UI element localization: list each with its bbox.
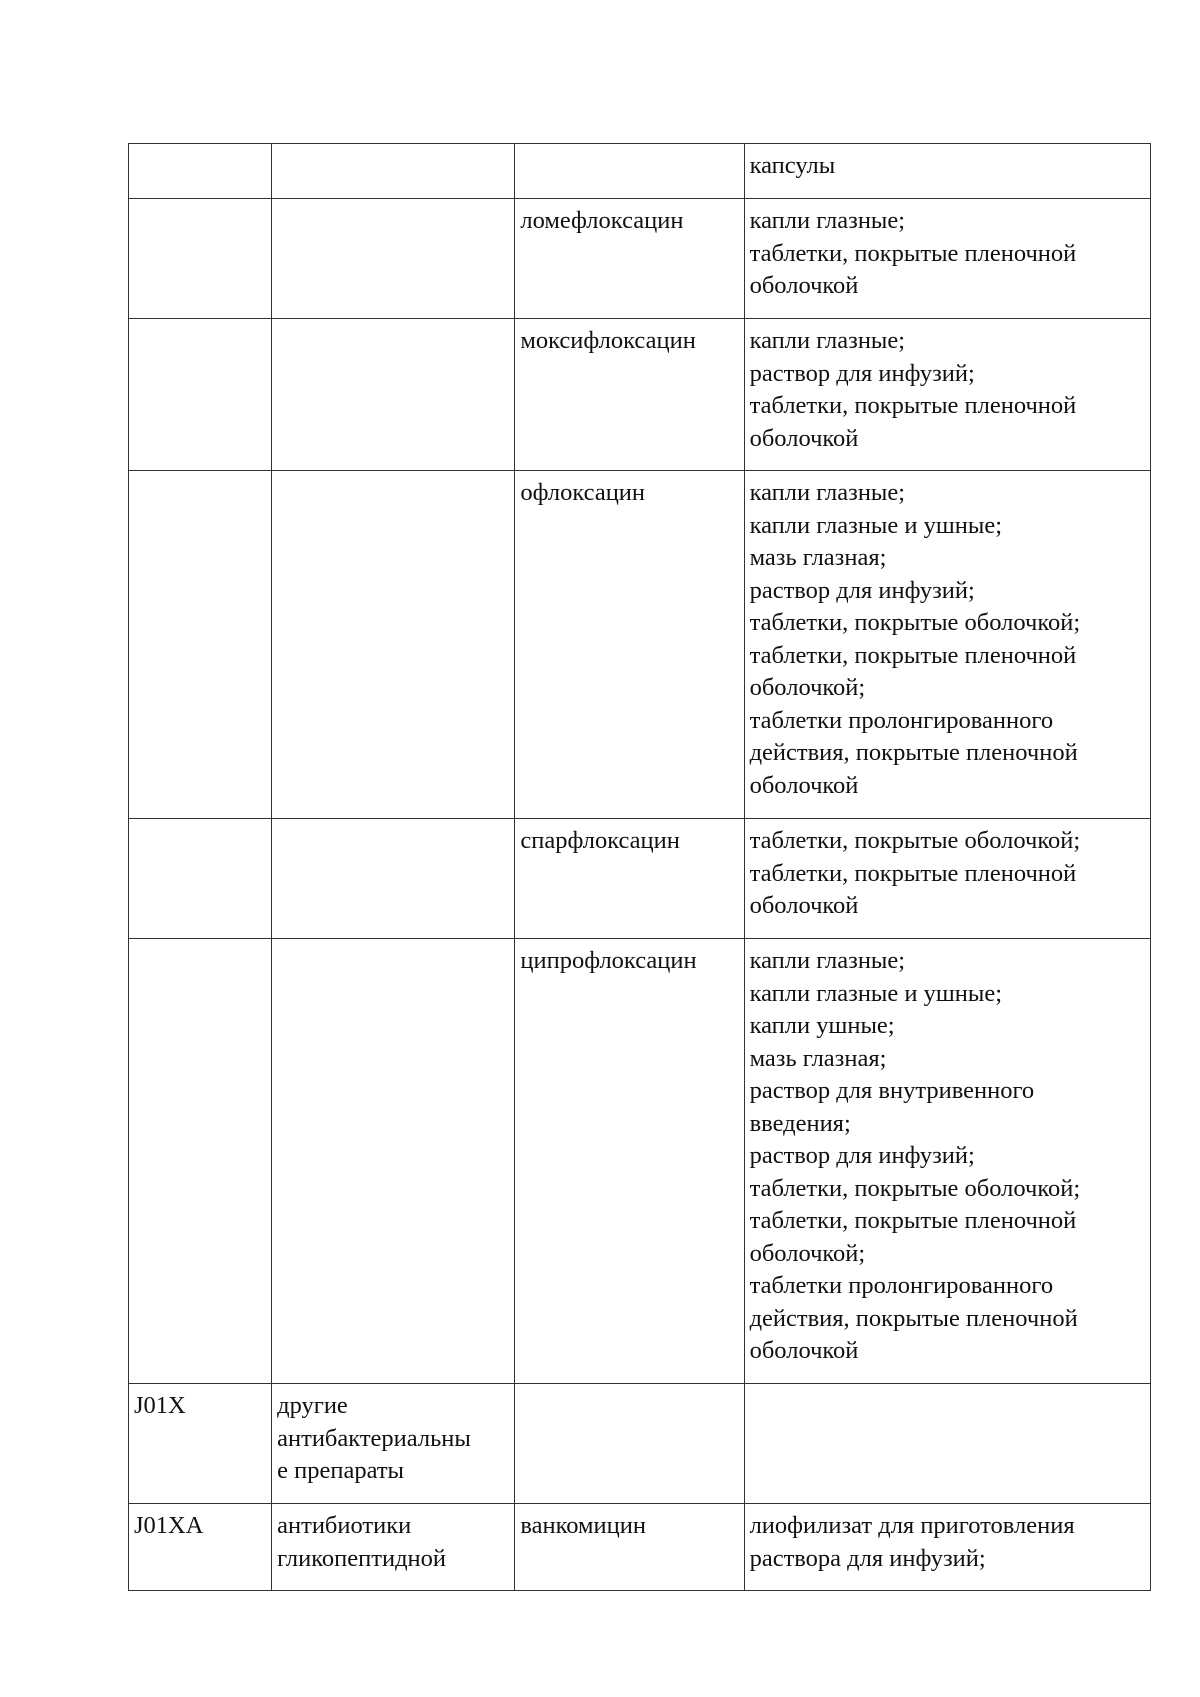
atc-code-cell (129, 144, 272, 199)
dosage-form-line: оболочкой (749, 1337, 859, 1364)
dosage-forms-cell (744, 144, 1150, 199)
dosage-form-line: лиофилизат для приготовления (749, 1512, 1075, 1539)
drug-name-cell: ломефлоксацин (515, 199, 744, 319)
drug-name-cell: спарфлоксацин (515, 819, 744, 939)
dosage-form-line: таблетки, покрытые пленочной (749, 1207, 1077, 1234)
group-name-line: гликопептидной (277, 1544, 447, 1572)
dosage-form-line: таблетки пролонгированного (749, 706, 1054, 734)
dosage-form-line: таблетки, покрытые пленочной (749, 239, 1077, 267)
drug-name-cell: офлоксацин (515, 471, 744, 819)
dosage-form-line: капли глазные и ушные; (749, 511, 1002, 539)
dosage-form-line: мазь глазная; (749, 544, 887, 571)
table-row (129, 819, 1151, 939)
dosage-forms-cell (744, 199, 1150, 319)
group-name-cell (272, 471, 515, 819)
dosage-forms-cell (744, 819, 1150, 939)
dosage-forms-cell (744, 319, 1150, 471)
drug-name-cell (515, 144, 744, 199)
group-name-cell (272, 144, 515, 199)
group-name-cell (272, 1504, 515, 1591)
dosage-forms-cell (744, 471, 1150, 819)
dosage-form-line: введения; (749, 1109, 851, 1137)
group-name-line: другие (277, 1392, 348, 1419)
atc-code-cell: J01X (129, 1384, 272, 1504)
group-name-cell (272, 939, 515, 1384)
atc-code-cell (129, 199, 272, 319)
dosage-form-line: таблетки, покрытые оболочкой; (749, 609, 1081, 636)
table-row (129, 1504, 1151, 1591)
dosage-form-line: капли глазные; (749, 947, 906, 974)
dosage-form-line: оболочкой; (749, 1239, 866, 1267)
drug-name-cell: ванкомицин (515, 1504, 744, 1591)
dosage-form-line: таблетки пролонгированного (749, 1272, 1054, 1299)
drug-name-cell: моксифлоксацин (515, 319, 744, 471)
dosage-form-line: капли глазные и ушные; (749, 979, 1002, 1007)
atc-code-cell (129, 939, 272, 1384)
atc-code-cell: J01XA (129, 1504, 272, 1591)
group-name-line: антибактериальны (277, 1424, 471, 1452)
dosage-form-line: действия, покрытые пленочной (749, 739, 1078, 766)
dosage-form-line: таблетки, покрытые оболочкой; (749, 1174, 1081, 1202)
dosage-form-line: оболочкой (749, 892, 859, 919)
dosage-form-line: раствор для инфузий; (749, 576, 975, 604)
dosage-form-line: оболочкой (749, 424, 859, 452)
group-name-line: антибиотики (277, 1512, 412, 1539)
table-row (129, 144, 1151, 199)
dosage-form-line: действия, покрытые пленочной (749, 1304, 1078, 1332)
dosage-form-line: мазь глазная; (749, 1044, 887, 1072)
drug-table (128, 143, 1151, 1591)
dosage-forms-cell (744, 1384, 1150, 1504)
table-row (129, 939, 1151, 1384)
dosage-form-line: оболочкой (749, 272, 859, 299)
atc-code-cell (129, 319, 272, 471)
dosage-form-line: капли ушные; (749, 1012, 895, 1039)
dosage-forms-cell (744, 1504, 1150, 1591)
dosage-form-line: капли глазные; (749, 207, 906, 234)
table-row (129, 199, 1151, 319)
drug-name-cell: ципрофлоксацин (515, 939, 744, 1384)
dosage-form-line: капли глазные; (749, 327, 906, 354)
drug-name-cell (515, 1384, 744, 1504)
dosage-form-line: раствора для инфузий; (749, 1544, 986, 1572)
dosage-form-line: таблетки, покрытые оболочкой; (749, 827, 1081, 854)
group-name-line: е препараты (277, 1457, 405, 1484)
dosage-form-line: таблетки, покрытые пленочной (749, 392, 1077, 419)
group-name-cell (272, 199, 515, 319)
dosage-forms-cell (744, 939, 1150, 1384)
group-name-cell (272, 819, 515, 939)
dosage-form-line: раствор для инфузий; (749, 1142, 975, 1169)
group-name-cell (272, 319, 515, 471)
dosage-form-line: раствор для внутривенного (749, 1077, 1035, 1104)
dosage-form-line: капли глазные; (749, 479, 906, 506)
dosage-form-line: таблетки, покрытые пленочной (749, 641, 1077, 669)
table-row (129, 319, 1151, 471)
dosage-form-line: раствор для инфузий; (749, 359, 975, 387)
table-row (129, 471, 1151, 819)
atc-code-cell (129, 471, 272, 819)
dosage-form-line: таблетки, покрытые пленочной (749, 859, 1077, 887)
group-name-cell (272, 1384, 515, 1504)
atc-code-cell (129, 819, 272, 939)
dosage-form-line: оболочкой; (749, 674, 866, 701)
dosage-form-line: капсулы (749, 152, 836, 179)
table-row (129, 1384, 1151, 1504)
dosage-form-line: оболочкой (749, 771, 859, 799)
